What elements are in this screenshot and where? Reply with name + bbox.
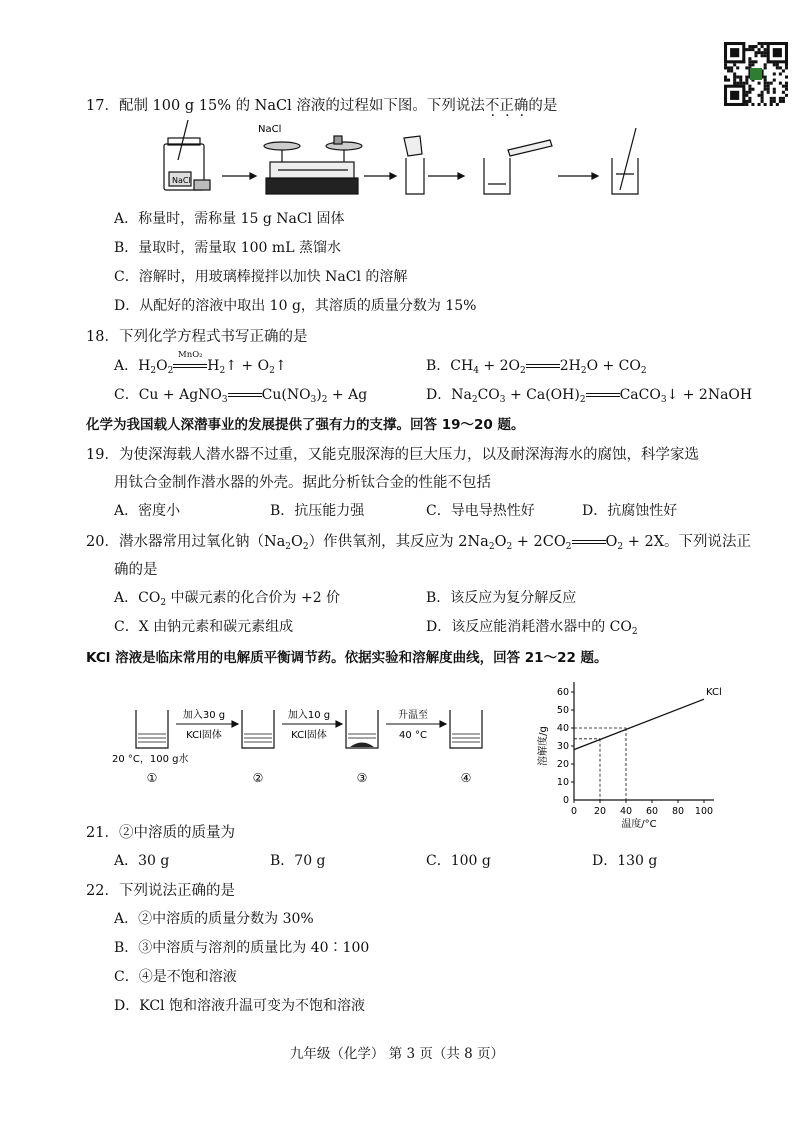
balance-label: NaCl [258, 124, 282, 135]
option-text: 称量时，需称量 15 g NaCl 固体 [138, 211, 345, 227]
q18-stem: 下列化学方程式书写正确的是 [118, 329, 308, 345]
q21-option-b[interactable] [270, 850, 326, 870]
kcl-solubility-chart [530, 676, 730, 830]
step3-bottom: 40 °C [399, 730, 427, 741]
q22-stem: 下列说法正确的是 [118, 883, 235, 899]
q21-number: 21． [86, 825, 119, 841]
option-letter: C． [426, 853, 451, 869]
x-axis-label: 温度/°C [621, 819, 657, 830]
q17-stem-a: 配制 100 g 15% 的 NaCl 溶液的过程如下图。下列说法 [118, 98, 485, 114]
option-letter: A． [114, 503, 139, 519]
question-18 [86, 325, 307, 346]
question-22 [86, 879, 235, 900]
series-label: KCl [706, 687, 722, 699]
x-tick-label: 20 [593, 806, 607, 817]
option-letter: A． [114, 211, 139, 227]
label-2: ② [252, 771, 264, 785]
x-tick-label: 80 [671, 806, 685, 817]
page-footer: 九年级（化学） 第 3 页（共 8 页） [289, 1046, 505, 1062]
q17-stem-b: 的是 [528, 98, 558, 114]
option-text: ④是不饱和溶液 [138, 969, 237, 985]
option-text: 从配好的溶液中取出 10 g，其溶质的质量分数为 15% [139, 298, 477, 314]
y-tick-label: 20 [556, 759, 569, 770]
q22-option-b[interactable] [114, 937, 369, 957]
q17-procedure-figure [158, 118, 662, 198]
option-text: ②中溶质的质量分数为 30% [138, 911, 314, 927]
q17-option-b[interactable] [114, 237, 341, 257]
question-19-line2: 用钛合金制作潜水器的外壳。据此分析钛合金的性能不包括 [114, 475, 491, 491]
q18-option-d[interactable]: D．$Na_2CO_3 + Ca(OH)_2$ CaCO$_3$↓ + 2NaOH [426, 387, 753, 405]
q20-number: 20． [86, 534, 119, 550]
option-letter: C． [114, 619, 139, 635]
q17-emph-3: 确 [513, 98, 529, 114]
option-letter: A． [114, 590, 139, 606]
q20-option-b[interactable] [426, 587, 576, 607]
label-1: ① [146, 771, 158, 785]
option-letter: C． [114, 269, 139, 285]
step1-bottom: KCl固体 [186, 730, 222, 741]
intro-21-22: KCl 溶液是临床常用的电解质平衡调节药。依据实验和溶解度曲线，回答 21～22 题。 [86, 650, 608, 666]
initial-condition: 20 °C，100 g水 [112, 754, 189, 765]
q18-option-c[interactable]: C．Cu + AgNO$_3$ $Cu(NO_3)_2 + Ag$ [114, 387, 368, 405]
q20-option-d[interactable]: D．该反应能消耗潜水器中的 $CO_2$ [426, 619, 638, 637]
q17-option-a[interactable] [114, 208, 345, 228]
option-letter: B． [426, 358, 451, 374]
option-text: 该反应为复分解反应 [450, 590, 577, 606]
y-tick-label: 40 [556, 723, 569, 734]
option-letter: B． [114, 240, 139, 256]
option-text: 100 g [450, 853, 491, 869]
option-letter: D． [114, 998, 140, 1014]
q20-option-a[interactable]: A．$CO_2$ 中碳元素的化合价为 +2 价 [114, 590, 341, 608]
option-text: 量取时，需量取 100 mL 蒸馏水 [138, 240, 341, 256]
q17-option-c[interactable] [114, 266, 407, 286]
q20-option-c[interactable] [114, 616, 293, 636]
y-tick-label: 10 [556, 777, 569, 788]
option-letter: A． [114, 911, 139, 927]
option-letter: C． [114, 387, 139, 403]
label-3: ③ [356, 771, 368, 785]
y-tick-label: 30 [556, 741, 569, 752]
catalyst-label: MnO₂ [178, 350, 203, 360]
q19-option-c[interactable] [426, 500, 535, 520]
q18-option-a[interactable]: A．$H_2O_2$ MnO₂ $H_2↑$ + $O_2↑$ [114, 350, 287, 376]
q17-emph-2: 正 [499, 98, 514, 114]
q21-option-a[interactable] [114, 850, 169, 870]
chart-ticks [557, 687, 713, 817]
balance [264, 136, 362, 194]
option-text: 溶解时，用玻璃棒搅拌以加快 NaCl 的溶解 [138, 269, 408, 285]
qr-code [724, 42, 788, 106]
option-text: 130 g [617, 853, 658, 869]
option-text: X 由钠元素和碳元素组成 [138, 619, 294, 635]
q21-option-c[interactable] [426, 850, 491, 870]
beaker-cylinder [484, 140, 552, 194]
option-letter: B． [270, 853, 295, 869]
option-text: 密度小 [138, 503, 181, 519]
q22-option-a[interactable] [114, 908, 314, 928]
q18-number: 18． [86, 329, 119, 345]
x-tick-label: 40 [619, 806, 633, 817]
option-text: ③中溶质与溶剂的质量比为 40∶100 [138, 940, 370, 956]
beaker-pour [404, 136, 424, 194]
option-letter: D． [114, 298, 140, 314]
beaker-3 [346, 710, 378, 748]
q22-option-c[interactable] [114, 966, 237, 986]
option-letter: D． [582, 503, 608, 519]
option-letter: B． [426, 590, 451, 606]
x-tick-label: 60 [645, 806, 659, 817]
q19-number: 19． [86, 447, 119, 463]
intro-19-20: 化学为我国载人深潜事业的发展提供了强有力的支撑。回答 19～20 题。 [86, 417, 525, 433]
q19-option-a[interactable] [114, 500, 180, 520]
qr-center-icon [750, 68, 762, 80]
option-text: 30 g [138, 853, 170, 869]
y-tick-label: 0 [562, 795, 569, 806]
x-tick-label: 100 [694, 806, 714, 817]
option-letter: A． [114, 853, 139, 869]
option-text: 抗腐蚀性好 [607, 503, 678, 519]
q17-number: 17． [86, 98, 119, 114]
jar-label: NaCl [172, 176, 191, 185]
series-line-kcl [574, 699, 704, 749]
q19-option-d[interactable] [582, 500, 677, 520]
question-20-line2: 确的是 [114, 562, 158, 578]
question-17 [86, 94, 557, 115]
option-letter: B． [114, 940, 139, 956]
option-letter: C． [114, 969, 139, 985]
option-letter: B． [270, 503, 295, 519]
y-tick-label: 60 [556, 687, 569, 698]
undissolved-solid [350, 743, 374, 748]
step2-bottom: KCl固体 [291, 730, 327, 741]
option-text: 70 g [294, 853, 326, 869]
option-text: 抗压能力强 [294, 503, 365, 519]
question-20-line1: 20．潜水器常用过氧化钠$(Na_2O_2)$作供氧剂，其反应为 $2Na_2O_2 + 2CO_2$ $O_2 + 2X$。下列说法正 [86, 534, 752, 552]
question-19-line1 [86, 443, 699, 464]
option-letter: D． [426, 619, 452, 635]
label-4: ④ [460, 771, 472, 785]
step3-top: 升温至 [398, 710, 428, 721]
x-tick-label: 0 [570, 806, 578, 817]
y-axis-label: 溶解度/g [538, 726, 549, 766]
option-letter: D． [592, 853, 618, 869]
q21-option-d[interactable] [592, 850, 657, 870]
y-tick-label: 50 [556, 705, 569, 716]
option-text: 导电导热性好 [450, 503, 535, 519]
q21-stem: ②中溶质的质量为 [118, 825, 235, 841]
step2-top: 加入10 g [287, 710, 331, 721]
q17-option-d[interactable] [114, 295, 476, 315]
q18-option-b[interactable]: B．$CH_4 + 2O_2$ $2H_2O + CO_2$ [426, 358, 647, 376]
step1-top: 加入30 g [182, 710, 226, 721]
q17-emph-1: 不 [484, 98, 500, 114]
option-letter: A． [114, 358, 139, 374]
beaker-stir [612, 128, 638, 194]
chart-guides [574, 728, 626, 800]
option-letter: D． [426, 387, 452, 403]
option-text: KCl 饱和溶液升温可变为不饱和溶液 [139, 998, 365, 1014]
q19-option-b[interactable] [270, 500, 364, 520]
kcl-experiment-figure [108, 698, 508, 794]
chart-series [574, 699, 704, 749]
q19-text: 为使深海载人潜水器不过重，又能克服深海的巨大压力，以及耐深海海水的腐蚀，科学家选 [118, 447, 699, 463]
question-21 [86, 821, 235, 842]
option-letter: C． [426, 503, 451, 519]
q22-option-d[interactable] [114, 995, 365, 1015]
q22-number: 22． [86, 883, 119, 899]
